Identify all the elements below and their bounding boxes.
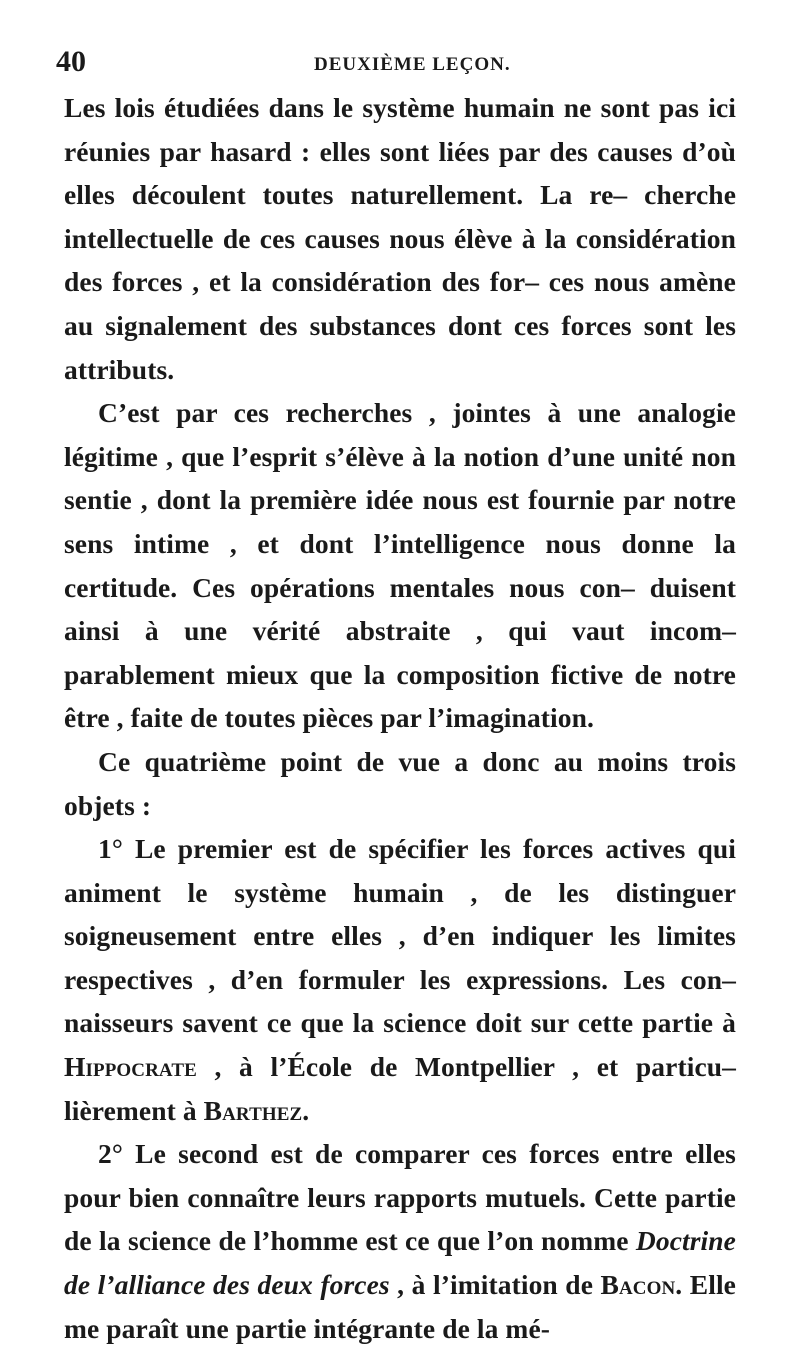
page-number: 40 [56, 45, 86, 78]
author-name: Hippocrate [64, 1051, 197, 1083]
author-name: Bacon [600, 1269, 676, 1301]
page-header [56, 45, 736, 86]
text-run: . [302, 1094, 310, 1126]
text-run: 1° Le premier est de spécifier les forces actives qui animent le système humain , de les distinguer soigneusement entre elles , d’en indiquer les limites respectives , d’en formuler les expressions. Les con– naisseurs savent ce que la science doit sur cette partie à [64, 833, 736, 1039]
paragraph [64, 1132, 736, 1350]
doctrine-title: Doctrine de l’alliance des deux forces [64, 1225, 736, 1301]
paragraph: Les lois étudiées dans le système humain ne sont pas ici réunies par hasard : elles sont liées par des causes d’où elles découlent toutes naturellement. La re– cherche intellectuelle de ces causes nous élève à la considération des forces , et la considération des for– ces nous amène au signalement des substances dont ces forces sont les attributs. [64, 92, 736, 385]
text-run: , à l’imitation de [389, 1269, 601, 1301]
paragraph [64, 827, 736, 1132]
running-head: DEUXIÈME LEÇON. [314, 54, 511, 75]
text-run: 2° Le second est de comparer ces forces entre elles pour bien connaître leurs rapports mutuels. Cette partie de la science de l’homme est ce que l’on nomme [64, 1138, 736, 1257]
book-page [56, 45, 736, 1350]
text-run: . Elle me paraît une partie intégrante de la mé- [64, 1269, 736, 1344]
body-text [64, 86, 736, 1350]
paragraph: C’est par ces recherches , jointes à une analogie légitime , que l’esprit s’élève à la notion d’une unité non sentie , dont la première idée nous est fournie par notre sens intime , et dont l’intelligence nous donne la certitude. Ces opérations mentales nous con– duisent ainsi à une vérité abstraite , qui vaut incom– parablement mieux que la composition fictive de notre être , faite de toutes pièces par l’imagination. [64, 397, 736, 734]
author-name: Barthez [203, 1094, 303, 1126]
text-run: , à l’École de Montpellier , et particu– lièrement à [64, 1051, 736, 1126]
paragraph: Ce quatrième point de vue a donc au moins trois objets : [64, 745, 736, 821]
